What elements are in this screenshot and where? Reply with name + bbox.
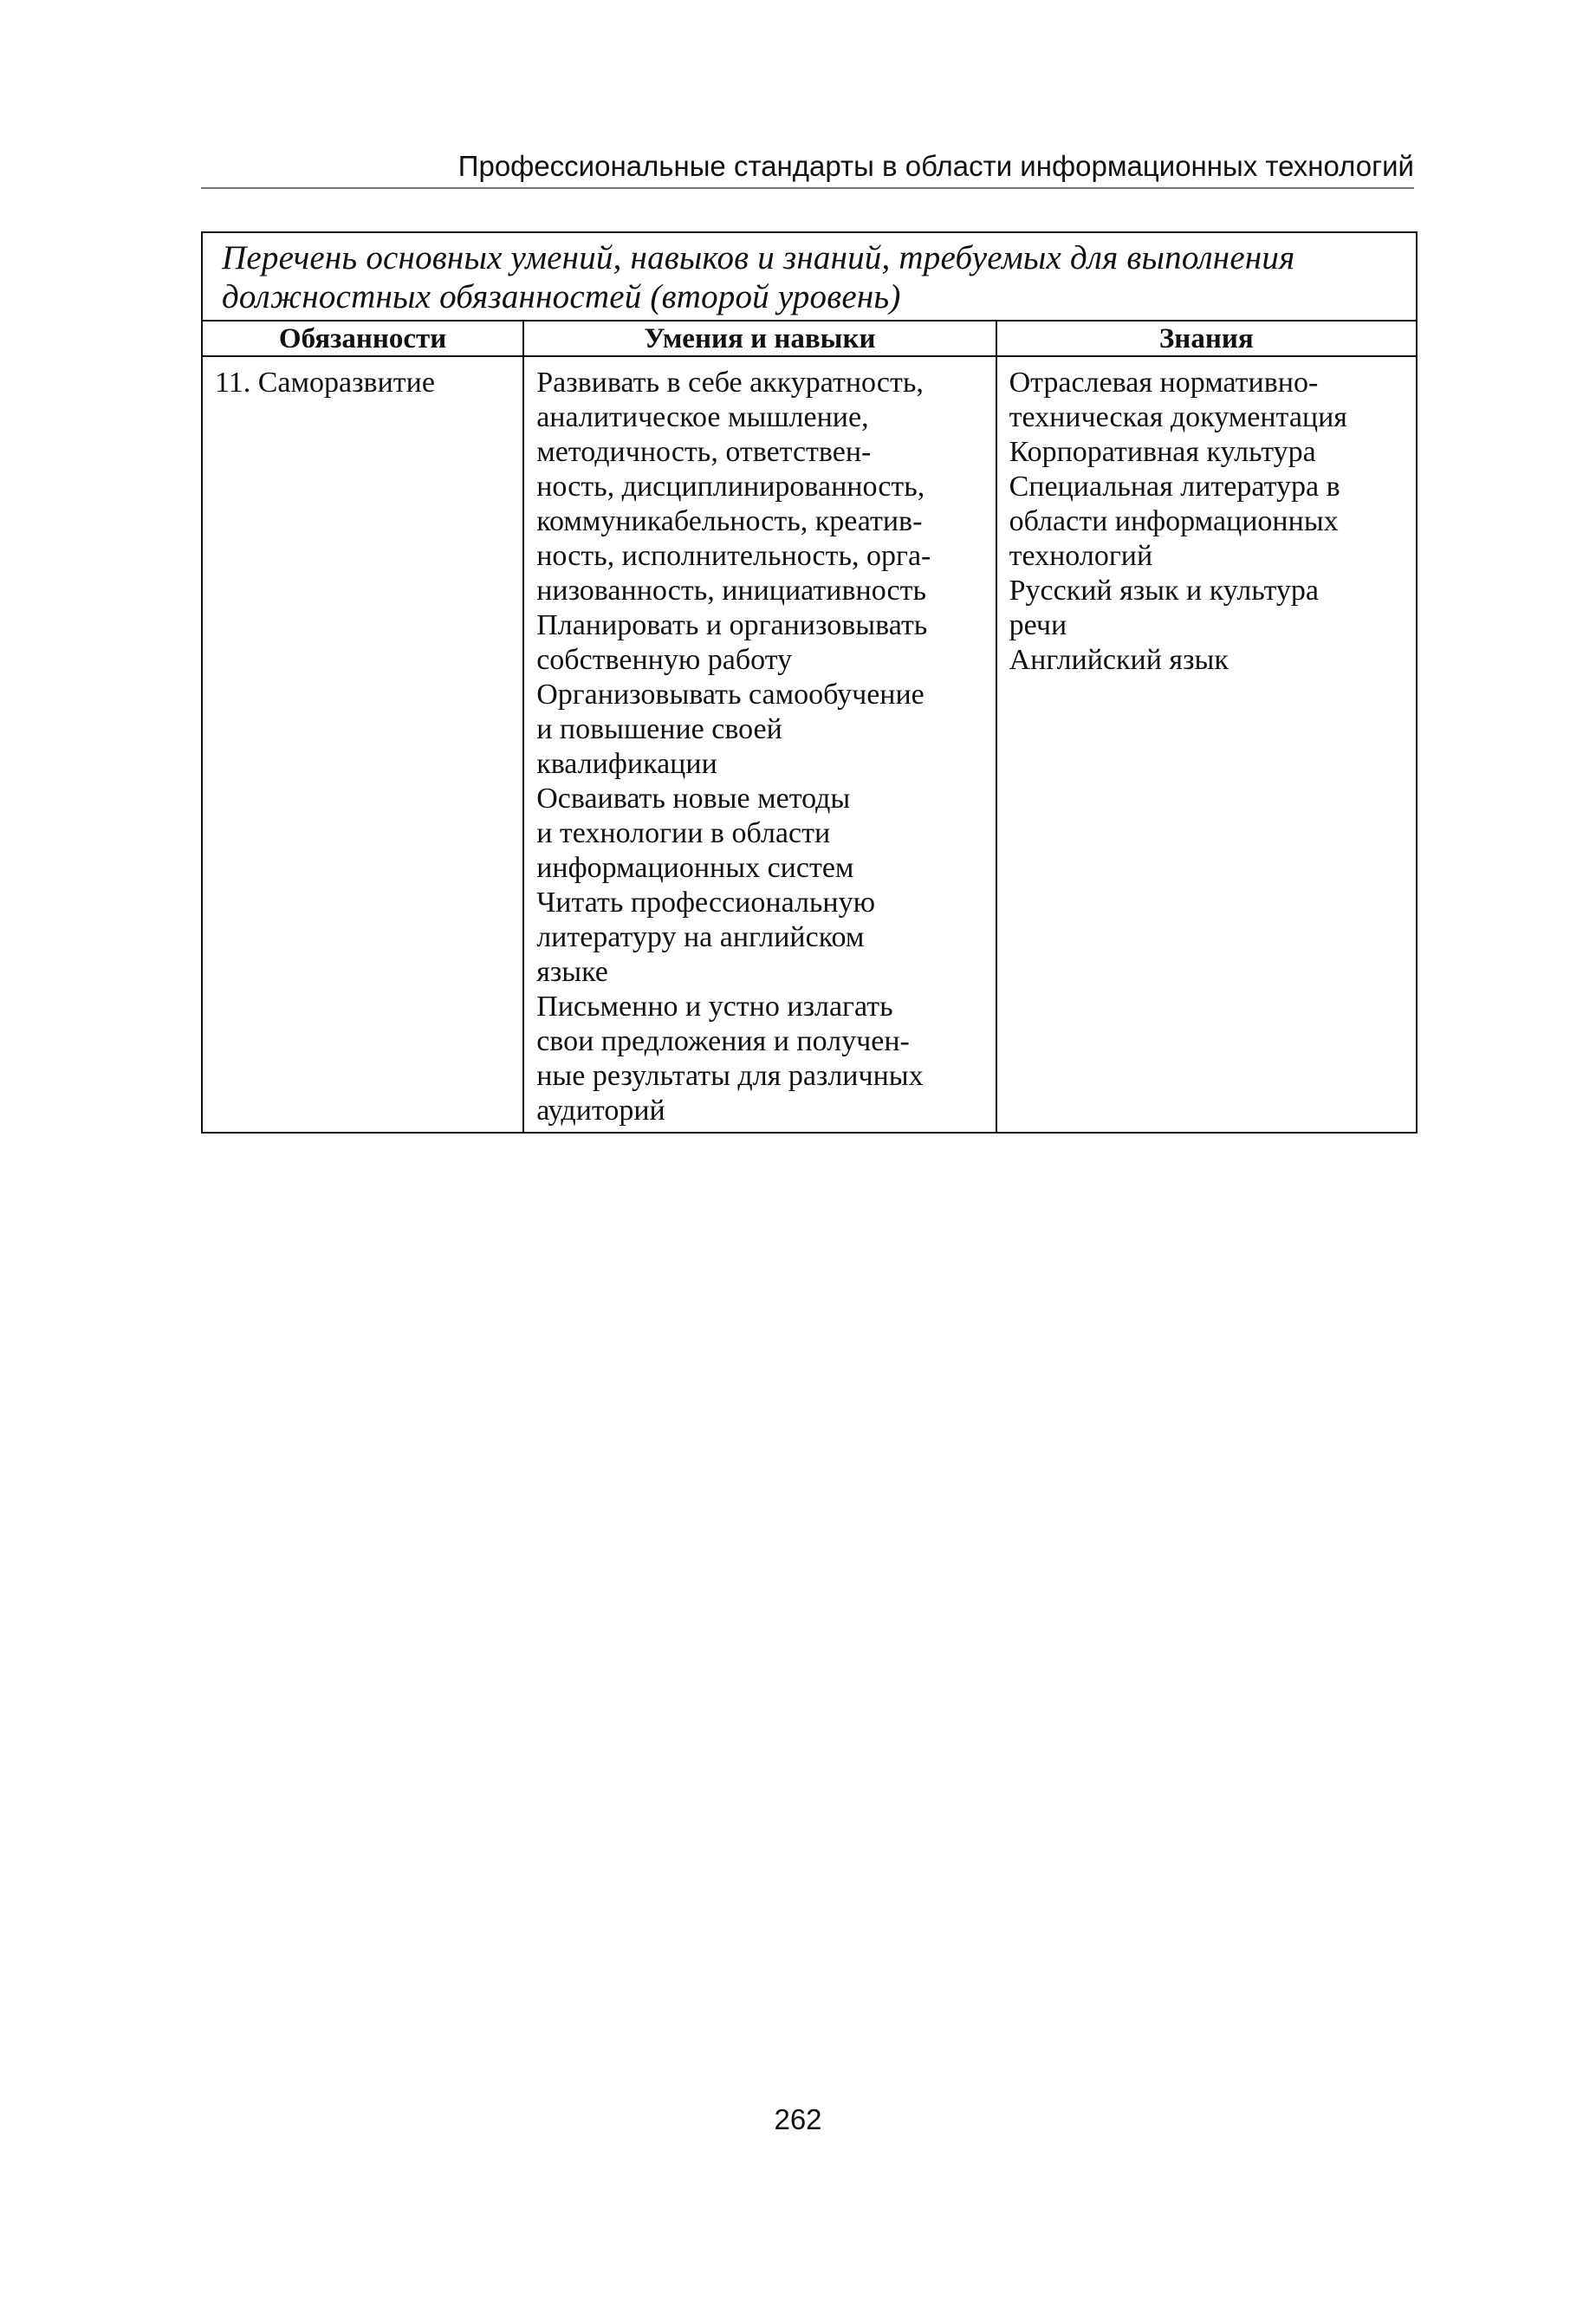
skill-line: языке — [536, 956, 608, 988]
skill-line: Письменно и устно излагать — [536, 991, 893, 1023]
knowledge-line: Английский язык — [1009, 644, 1229, 676]
knowledge-cell — [996, 356, 1417, 1133]
skill-line: Развивать в себе аккуратность, — [536, 367, 924, 399]
skill-line: ные результаты для различных — [536, 1060, 924, 1092]
skill-line: информационных систем — [536, 852, 854, 884]
table-row — [202, 356, 1417, 1133]
skill-line: квалификации — [536, 748, 717, 780]
knowledge-line: Русский язык и культура — [1009, 575, 1319, 607]
skill-line: и повышение своей — [536, 713, 782, 745]
duties-table — [201, 231, 1418, 1134]
skill-line: Планировать и организовывать — [536, 609, 928, 641]
column-header-skills: Умения и навыки — [523, 321, 996, 356]
skill-line: Организовывать самообучение — [536, 679, 925, 711]
skill-line: коммуникабельность, креатив- — [536, 505, 923, 537]
skill-line: ность, исполнительность, орга- — [536, 540, 931, 572]
duty-cell — [202, 356, 523, 1133]
table-caption — [202, 232, 1417, 321]
skill-line: литературу на английском — [536, 921, 865, 953]
skill-line: аналитическое мышление, — [536, 401, 869, 433]
running-header: Профессиональные стандарты в области информационных технологий — [457, 150, 1414, 182]
skill-line: низованность, инициативность — [536, 575, 926, 607]
page-number: 262 — [774, 2103, 822, 2135]
knowledge-line: области информационных — [1009, 505, 1339, 537]
header-row — [202, 321, 1417, 356]
column-header-duties: Обязанности — [202, 321, 523, 356]
knowledge-line: техническая документация — [1009, 401, 1347, 433]
skill-line: аудиторий — [536, 1095, 665, 1127]
caption-line: должностных обязанностей (второй уровень) — [222, 278, 901, 315]
knowledge-line: речи — [1009, 609, 1067, 641]
skill-line: и технологии в области — [536, 817, 831, 849]
caption-line: Перечень основных умений, навыков и знаний, требуемых для выполнения — [222, 239, 1295, 276]
knowledge-line: Специальная литература в — [1009, 471, 1340, 503]
skill-line: Читать профессиональную — [536, 887, 876, 919]
knowledge-line: Корпоративная культура — [1009, 436, 1316, 468]
skill-line: Осваивать новые методы — [536, 783, 851, 815]
skill-line: собственную работу — [536, 644, 793, 676]
skill-line: свои предложения и получен- — [536, 1025, 910, 1057]
caption-row — [202, 232, 1417, 321]
column-header-knowledge: Знания — [996, 321, 1417, 356]
knowledge-line: технологий — [1009, 540, 1153, 572]
header-rule — [201, 187, 1414, 189]
duty-text: 11. Саморазвитие — [215, 367, 435, 399]
skill-line: методичность, ответствен- — [536, 436, 872, 468]
skill-line: ность, дисциплинированность, — [536, 471, 925, 503]
knowledge-line: Отраслевая нормативно- — [1009, 367, 1319, 399]
skills-cell — [523, 356, 996, 1133]
